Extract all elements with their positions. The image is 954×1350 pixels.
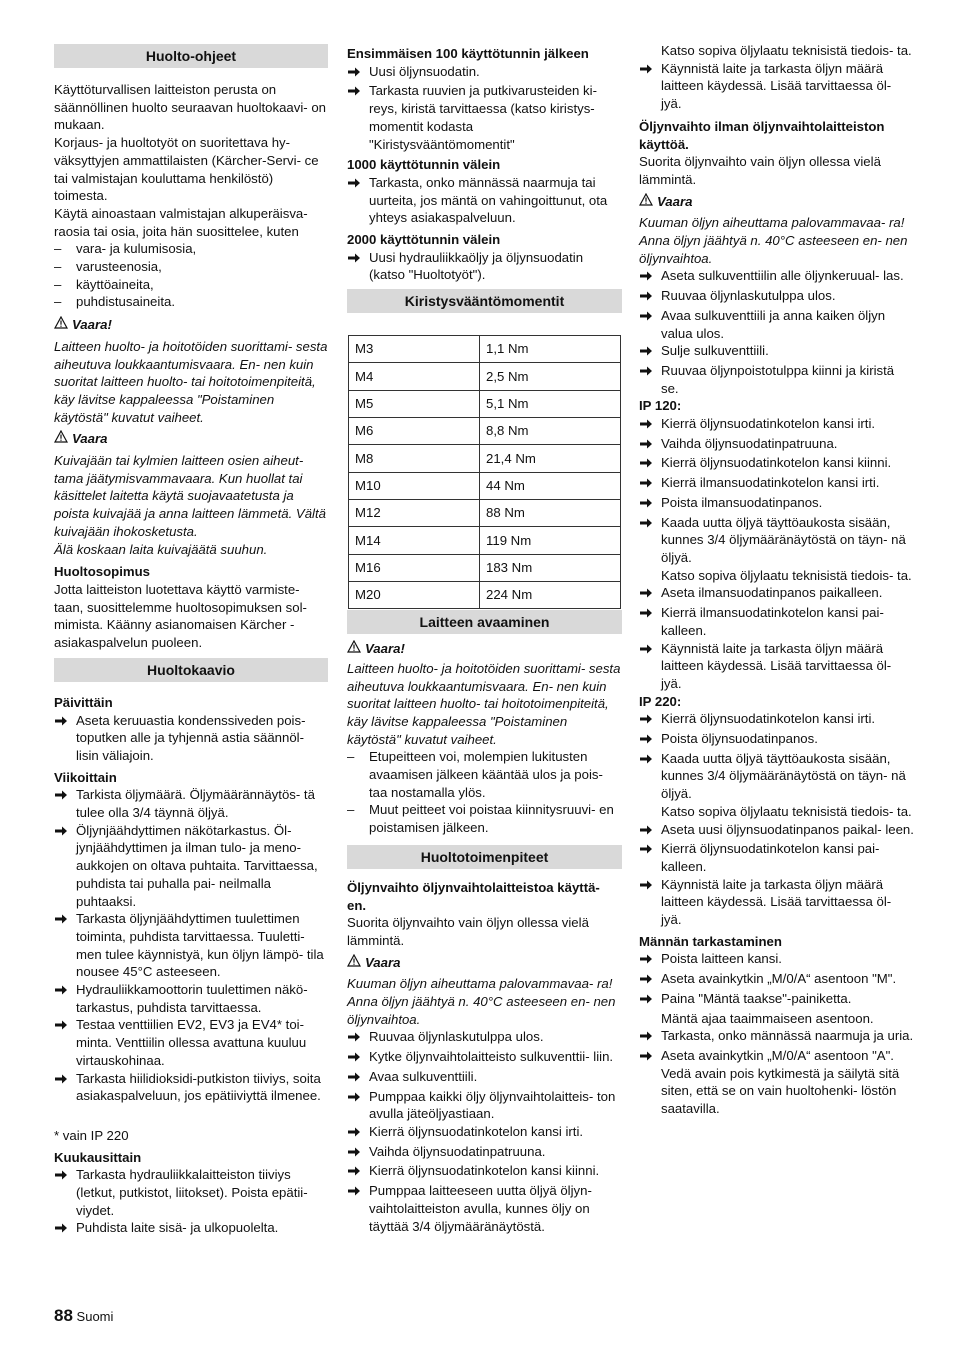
- warning-text: Kuuman öljyn aiheuttama palovammavaa- ra!: [639, 215, 905, 231]
- note: Katso sopiva öljylaatu teknisistä tiedois- ta.: [661, 803, 912, 819]
- table-row: [349, 472, 621, 499]
- note: Mäntä ajaa taaimmaiseen asentoon.: [661, 1010, 874, 1026]
- dash-bullet: –: [347, 802, 355, 818]
- paragraph: Korjaus- ja huoltotyöt on suoritettava hy- väksyttyjen ammattilaisten (Kärcher-Servi- ce tai valmistajan kouluttama henkilöstö) toimesta.: [54, 135, 319, 204]
- item-text: Aseta uusi öljynsuodatinpanos paikal- leen.: [661, 821, 914, 837]
- warning-text: Kuuman öljyn aiheuttama palovammavaa- ra!: [347, 976, 613, 992]
- item-text: Kierrä öljynsuodatinkotelon kansi irti.: [661, 416, 876, 432]
- warning-text: Anna öljyn jäähtyä n. 40°C asteeseen en- nen öljynvaihtoa.: [347, 994, 616, 1027]
- arrow-right-icon: [639, 876, 661, 929]
- arrow-step: [639, 730, 915, 750]
- step-list: [639, 60, 915, 113]
- arrow-right-icon: [639, 730, 661, 750]
- item-text: Avaa sulkuventtiili.: [369, 1068, 478, 1084]
- warning-text: Laitteen huolto- ja hoitotöiden suorittami- sesta aiheutuva loukkaantumisvaara. En- nen kuin suoritat laitteen huolto- tai hoitotoimenpiteitä, käy lävitse kappaleessa "Poistaminen käytöstä" kuvatut vaiheet.: [347, 660, 621, 747]
- arrow-step: [639, 60, 915, 113]
- arrow-right-icon: [639, 821, 661, 841]
- item-text: Aseta avainkytkin „M/0/A“ asentoon "A". Vedä avain pois kytkimestä ja säilytä sitä siten, että se on vain huoltohenki- löstön saatavilla.: [661, 1047, 900, 1117]
- warning-text: Kuivajään tai kylmien laitteen osien aiheut- tama jäätymisvammavaara. Kun huollat tai käsittelet laitetta käytä suojavaatetusta ja poista kuivajää ja anna laitteen lämmetä. Vältä kuivajään ihokosketusta.: [54, 453, 326, 539]
- arrow-step: [639, 287, 915, 307]
- page-number: 88: [54, 1306, 73, 1325]
- arrow-right-icon: [639, 970, 661, 990]
- thread-size-cell: M20: [349, 581, 480, 608]
- arrow-right-icon: [347, 1068, 369, 1088]
- column-3: [639, 42, 915, 1118]
- parts-list: [54, 240, 328, 311]
- table-row: [349, 336, 621, 363]
- item-text: Etupeitteen voi, molempien lukitusten avaamisen jälkeen kääntää ulos ja pois- taa nostamalla ylös.: [369, 749, 603, 800]
- arrow-right-icon: [639, 1027, 661, 1047]
- subheading: Männän tarkastaminen: [639, 933, 782, 949]
- arrow-step: [347, 174, 622, 227]
- arrow-right-icon: [639, 604, 661, 639]
- warning-triangle-icon: [54, 430, 68, 448]
- arrow-step: [639, 970, 915, 990]
- item-text: Tarkista öljymäärä. Öljymäärännäytös- tä tulee olla 3/4 täynnä öljyä.: [76, 787, 315, 821]
- item-text: Tarkasta, onko männässä naarmuja tai uurteita, jos mäntä on vahingoittunut, ota yhteys asiakaspalveluun.: [369, 174, 608, 226]
- thread-size-cell: M5: [349, 390, 480, 417]
- arrow-right-icon: [54, 910, 76, 981]
- step-list: [347, 174, 622, 227]
- arrow-step: [639, 494, 915, 514]
- arrow-step: [347, 1162, 622, 1182]
- arrow-step: [347, 1028, 622, 1048]
- item-text: Muut peitteet voi poistaa kiinnitysruuvi- en poistamisen jälkeen.: [369, 802, 614, 836]
- item-text: Paina "Mäntä taakse"-painiketta.: [661, 990, 852, 1006]
- arrow-right-icon: [347, 63, 369, 83]
- arrow-step: [639, 821, 915, 841]
- arrow-step: [347, 249, 622, 284]
- item-text: Pumppaa kaikki öljy öljynvaihtolaitteis- ton avulla jäteöljyastiaan.: [369, 1088, 616, 1122]
- item-text: Poista ilmansuodatinpanos.: [661, 494, 823, 510]
- warning-label: Vaara!: [54, 316, 328, 334]
- arrow-step: [639, 750, 915, 803]
- item-text: Kierrä ilmansuodatinkotelon kansi pai- kalleen.: [661, 605, 884, 638]
- item-text: Avaa sulkuventtiili ja anna kaiken öljyn valua ulos.: [661, 307, 886, 341]
- arrow-right-icon: [639, 640, 661, 693]
- dash-bullet: –: [54, 294, 62, 310]
- table-row: [349, 363, 621, 390]
- arrow-right-icon: [347, 1048, 369, 1068]
- item-text: Kytke öljynvaihtolaitteisto sulkuventtii- liin.: [369, 1049, 614, 1065]
- arrow-step: [347, 1068, 622, 1088]
- torque-value-cell: 44 Nm: [480, 472, 621, 499]
- arrow-right-icon: [639, 435, 661, 455]
- item-text: Sulje sulkuventtiili.: [661, 343, 769, 359]
- dash-bullet: –: [54, 241, 62, 257]
- item-text: Uusi hydrauliikkaöljy ja öljynsuodatin (katso "Huoltotyöt").: [369, 249, 584, 283]
- arrow-step: [639, 435, 915, 455]
- arrow-step: [54, 1166, 328, 1219]
- arrow-right-icon: [347, 1182, 369, 1235]
- paragraph: Suorita öljynvaihto vain öljyn ollessa vielä lämmintä.: [347, 915, 589, 948]
- item-text: Poista laitteen kansi.: [661, 951, 782, 967]
- arrow-right-icon: [639, 494, 661, 514]
- dash-list: [347, 748, 622, 837]
- warning-label: Vaara: [347, 954, 622, 972]
- item-text: Ruuvaa öljynlaskutulppa ulos.: [369, 1029, 544, 1045]
- arrow-right-icon: [639, 990, 661, 1010]
- item-text: Kierrä öljynsuodatinkotelon kansi kiinni.: [661, 455, 892, 471]
- page-footer: [54, 1306, 113, 1326]
- arrow-step: [347, 1143, 622, 1163]
- arrow-step: [639, 514, 915, 567]
- arrow-step: [639, 876, 915, 929]
- item-text: Tarkasta ruuvien ja putkivarusteiden ki- reys, kiristä tarvittaessa (katso kiristys- momentit kodasta "Kiristysvääntömomentit": [369, 83, 597, 152]
- arrow-step: [639, 710, 915, 730]
- arrow-right-icon: [639, 454, 661, 474]
- item-text: Ruuvaa öljynpoistotulppa kiinni ja kiristä se.: [661, 362, 895, 396]
- arrow-right-icon: [347, 1028, 369, 1048]
- thread-size-cell: M12: [349, 499, 480, 526]
- section-heading: Huoltokaavio: [54, 658, 328, 682]
- item-text: Aseta avainkytkin „M/0/A“ asentoon "M".: [661, 971, 897, 987]
- arrow-right-icon: [639, 710, 661, 730]
- item-text: Aseta sulkuventtiilin alle öljynkeruual- las.: [661, 268, 904, 284]
- subheading: Öljynvaihto ilman öljynvaihtolaitteiston käyttöä.: [639, 118, 885, 152]
- item-text: Testaa venttiilien EV2, EV3 ja EV4* toi- minta. Venttiilin ollessa avattuna kuuluu virtauskohinaa.: [76, 1017, 307, 1068]
- arrow-right-icon: [54, 1219, 76, 1239]
- arrow-right-icon: [347, 1088, 369, 1123]
- thread-size-cell: M8: [349, 445, 480, 472]
- subheading: Viikoittain: [54, 769, 117, 785]
- torque-value-cell: 224 Nm: [480, 581, 621, 608]
- item-text: Aseta ilmansuodatinpanos paikalleen.: [661, 585, 883, 601]
- arrow-step: [639, 1047, 915, 1118]
- step-list: [639, 1027, 915, 1118]
- dash-item: [54, 258, 328, 276]
- language-label: Suomi: [76, 1309, 114, 1324]
- subheading: Päivittäin: [54, 694, 113, 710]
- section-heading: Huoltotoimenpiteet: [347, 845, 622, 869]
- item-text: puhdistusaineita.: [76, 294, 175, 310]
- arrow-step: [54, 822, 328, 911]
- arrow-step: [639, 640, 915, 693]
- step-list: [639, 267, 915, 397]
- arrow-right-icon: [54, 822, 76, 911]
- arrow-right-icon: [54, 981, 76, 1016]
- item-text: käyttöaineita,: [76, 276, 154, 292]
- arrow-step: [347, 1088, 622, 1123]
- subheading: Öljynvaihto öljynvaihtolaitteistoa käyttä- en.: [347, 879, 600, 913]
- dash-bullet: –: [54, 276, 62, 292]
- step-list: [639, 821, 915, 929]
- dash-bullet: –: [54, 259, 62, 275]
- item-text: Kierrä öljynsuodatinkotelon kansi kiinni.: [369, 1163, 600, 1179]
- table-row: [349, 445, 621, 472]
- arrow-step: [347, 1048, 622, 1068]
- arrow-right-icon: [639, 307, 661, 342]
- warning-text: Laitteen huolto- ja hoitotöiden suorittami- sesta aiheutuva loukkaantumisvaara. En- nen kuin suoritat laitteen huolto- tai hoitotoimenpiteitä, käy lävitse kappaleessa "Poistaminen käytöstä" kuvatut vaiheet.: [54, 338, 328, 425]
- arrow-right-icon: [347, 1143, 369, 1163]
- step-list: [54, 1166, 328, 1239]
- arrow-step: [347, 82, 622, 153]
- table-row: [349, 527, 621, 554]
- torque-value-cell: 88 Nm: [480, 499, 621, 526]
- arrow-right-icon: [639, 1047, 661, 1118]
- thread-size-cell: M14: [349, 527, 480, 554]
- arrow-step: [639, 990, 915, 1010]
- section-heading: Huolto-ohjeet: [54, 44, 328, 68]
- arrow-step: [639, 840, 915, 875]
- arrow-step: [54, 1219, 328, 1239]
- torque-value-cell: 8,8 Nm: [480, 418, 621, 445]
- arrow-right-icon: [54, 712, 76, 765]
- torque-table: [348, 335, 621, 609]
- item-text: Kaada uutta öljyä täyttöaukosta sisään, kunnes 3/4 öljymääränäytöstä on täyn- nä öljyä.: [661, 750, 906, 802]
- arrow-step: [347, 1182, 622, 1235]
- arrow-right-icon: [639, 840, 661, 875]
- item-text: vara- ja kulumisosia,: [76, 241, 197, 257]
- warning-text: Anna öljyn jäähtyä n. 40°C asteeseen en- nen öljynvaihtoa.: [639, 233, 908, 266]
- item-text: Ruuvaa öljynlaskutulppa ulos.: [661, 288, 836, 304]
- arrow-right-icon: [639, 950, 661, 970]
- item-text: Kierrä öljynsuodatinkotelon kansi irti.: [661, 711, 876, 727]
- arrow-step: [54, 981, 328, 1016]
- torque-value-cell: 1,1 Nm: [480, 336, 621, 363]
- dash-item: [54, 240, 328, 258]
- item-text: Kaada uutta öljyä täyttöaukosta sisään, kunnes 3/4 öljymääränäytöstä on täyn- nä öljyä.: [661, 514, 906, 565]
- section-heading: Laitteen avaaminen: [347, 610, 622, 634]
- subheading: Ensimmäisen 100 käyttötunnin jälkeen: [347, 46, 589, 61]
- arrow-step: [639, 1027, 915, 1047]
- item-text: Kierrä ilmansuodatinkotelon kansi irti.: [661, 475, 880, 491]
- subheading: Kuukausittain: [54, 1149, 142, 1165]
- item-text: Uusi öljynsuodatin.: [369, 63, 480, 79]
- paragraph: Käyttöturvallisen laitteiston perusta on säännöllinen huolto seuraavan huoltokaavi- on mukaan.: [54, 82, 327, 133]
- table-row: [349, 581, 621, 608]
- thread-size-cell: M4: [349, 363, 480, 390]
- item-text: Käynnistä laite ja tarkasta öljyn määrä laitteen käydessä. Lisää tarvittaessa öl- jyä.: [661, 640, 892, 691]
- arrow-step: [54, 910, 328, 981]
- item-text: varusteenosia,: [76, 259, 162, 275]
- arrow-step: [639, 307, 915, 342]
- warning-triangle-icon: [639, 193, 653, 211]
- arrow-right-icon: [639, 584, 661, 604]
- paragraph: Suorita öljynvaihto vain öljyn ollessa vielä lämmintä.: [639, 154, 881, 187]
- arrow-right-icon: [639, 415, 661, 435]
- step-list: [54, 712, 328, 765]
- item-text: Vaihda öljynsuodatinpatruuna.: [661, 435, 838, 451]
- item-text: Aseta keruuastia kondenssiveden pois- toputken alle ja tyhjennä astia säännöl- lisin väliajoin.: [76, 712, 306, 763]
- arrow-right-icon: [54, 786, 76, 821]
- dash-item: [347, 748, 622, 801]
- arrow-right-icon: [54, 1070, 76, 1105]
- item-text: Hydrauliikkamoottorin tuulettimen näkö- tarkastus, puhdista tarvittaessa.: [76, 982, 308, 1015]
- paragraph: Jotta laitteiston luotettava käyttö varmiste- taan, suosittelemme huoltosopimuksen sol- mimista. Käänny asianomaisen Kärcher - asiakaspalvelun puoleen.: [54, 581, 307, 651]
- arrow-right-icon: [639, 342, 661, 362]
- table-row: [349, 418, 621, 445]
- column-1: [54, 44, 328, 1239]
- step-list: [639, 710, 915, 803]
- column-2: [347, 45, 622, 1235]
- arrow-right-icon: [639, 267, 661, 287]
- item-text: Vaihda öljynsuodatinpatruuna.: [369, 1143, 546, 1159]
- dash-item: [347, 801, 622, 836]
- item-text: Tarkasta, onko männässä naarmuja ja uria.: [661, 1028, 914, 1044]
- arrow-step: [639, 342, 915, 362]
- table-row: [349, 499, 621, 526]
- arrow-step: [54, 1070, 328, 1105]
- note: Katso sopiva öljylaatu teknisistä tiedois- ta.: [661, 43, 912, 58]
- arrow-right-icon: [347, 174, 369, 227]
- item-text: Poista öljynsuodatinpanos.: [661, 731, 818, 747]
- arrow-right-icon: [347, 1123, 369, 1143]
- dash-item: [54, 293, 328, 311]
- arrow-right-icon: [639, 287, 661, 307]
- arrow-step: [639, 584, 915, 604]
- step-list: [639, 415, 915, 567]
- arrow-step: [639, 454, 915, 474]
- arrow-step: [639, 415, 915, 435]
- section-heading: Kiristysvääntömomentit: [347, 289, 622, 313]
- torque-value-cell: 183 Nm: [480, 554, 621, 581]
- warning-triangle-icon: [347, 954, 361, 972]
- step-list: [639, 950, 915, 1009]
- step-list: [347, 63, 622, 154]
- arrow-right-icon: [639, 362, 661, 397]
- item-text: Tarkasta hiilidioksidi-putkiston tiiviys, soita asiakaspalveluun, jos epätiiviyttä ilmenee.: [76, 1070, 321, 1104]
- arrow-step: [639, 474, 915, 494]
- arrow-step: [54, 786, 328, 821]
- torque-value-cell: 119 Nm: [480, 527, 621, 554]
- item-text: Käynnistä laite ja tarkasta öljyn määrä laitteen käydessä. Lisää tarvittaessa öl- jyä.: [661, 60, 892, 112]
- arrow-step: [347, 1123, 622, 1143]
- arrow-step: [639, 362, 915, 397]
- dash-item: [54, 276, 328, 294]
- item-text: Öljynjäähdyttimen näkötarkastus. Öl- jynjäähdyttimen ja ilman tulo- ja meno- aukkojen on oltava puhtaita. Tarvittaessa, puhdista tai puhalla pai- neilmalla puhtaaksi.: [76, 822, 318, 909]
- warning-triangle-icon: [54, 316, 68, 334]
- item-text: Käynnistä laite ja tarkasta öljyn määrä laitteen käydessä. Lisää tarvittaessa öl- jyä.: [661, 876, 892, 928]
- torque-value-cell: 5,1 Nm: [480, 390, 621, 417]
- note: Katso sopiva öljylaatu teknisistä tiedois- ta.: [661, 567, 912, 583]
- subheading: IP 220:: [639, 693, 682, 709]
- arrow-step: [639, 267, 915, 287]
- arrow-right-icon: [639, 474, 661, 494]
- thread-size-cell: M10: [349, 472, 480, 499]
- subheading: Huoltosopimus: [54, 564, 150, 580]
- arrow-right-icon: [347, 1162, 369, 1182]
- thread-size-cell: M6: [349, 418, 480, 445]
- arrow-right-icon: [54, 1016, 76, 1069]
- footnote: * vain IP 220: [54, 1127, 129, 1143]
- arrow-step: [639, 604, 915, 639]
- step-list: [347, 1028, 622, 1235]
- step-list: [54, 786, 328, 1105]
- torque-value-cell: 21,4 Nm: [480, 445, 621, 472]
- arrow-right-icon: [54, 1166, 76, 1219]
- item-text: Kierrä öljynsuodatinkotelon kansi irti.: [369, 1123, 584, 1139]
- arrow-step: [54, 1016, 328, 1069]
- thread-size-cell: M3: [349, 336, 480, 363]
- dash-bullet: –: [347, 749, 355, 765]
- table-row: [349, 554, 621, 581]
- subheading: 2000 käyttötunnin välein: [347, 232, 501, 248]
- thread-size-cell: M16: [349, 554, 480, 581]
- warning-label: Vaara: [639, 193, 915, 211]
- item-text: Tarkasta hydrauliikkalaitteiston tiiviys (letkut, putkistot, liitokset). Poista epätii- viydet.: [76, 1167, 308, 1218]
- warning-triangle-icon: [347, 640, 361, 658]
- item-text: Kierrä öljynsuodatinkotelon kansi pai- kalleen.: [661, 841, 880, 874]
- item-text: Pumppaa laitteeseen uutta öljyä öljyn- vaihtolaitteiston avulla, kunnes öljy on täyttää 3/4 öljymääränäytöstä.: [369, 1183, 592, 1234]
- warning-text: Älä koskaan laita kuivajäätä suuhun.: [54, 541, 268, 557]
- arrow-right-icon: [347, 249, 369, 284]
- subheading: IP 120:: [639, 398, 682, 414]
- torque-value-cell: 2,5 Nm: [480, 363, 621, 390]
- step-list: [639, 584, 915, 692]
- subheading: 1000 käyttötunnin välein: [347, 157, 501, 173]
- arrow-right-icon: [639, 514, 661, 567]
- warning-label: Vaara!: [347, 640, 622, 658]
- arrow-right-icon: [639, 750, 661, 803]
- step-list: [347, 249, 622, 284]
- arrow-step: [347, 63, 622, 83]
- item-text: Tarkasta öljynjäähdyttimen tuulettimen toiminta, puhdista tarvittaessa. Tuuletti- men tulee käynnistyä, kun öljyn lämpö- tila nousee 45°C asteeseen.: [76, 911, 324, 980]
- warning-label: Vaara: [54, 430, 328, 448]
- arrow-right-icon: [639, 60, 661, 113]
- arrow-step: [639, 950, 915, 970]
- arrow-step: [54, 712, 328, 765]
- table-row: [349, 390, 621, 417]
- arrow-right-icon: [347, 82, 369, 153]
- item-text: Puhdista laite sisä- ja ulkopuolelta.: [76, 1220, 279, 1236]
- paragraph: Käytä ainoastaan valmistajan alkuperäisva- raosia tai osia, joita hän suosittelee, kuten: [54, 205, 308, 239]
